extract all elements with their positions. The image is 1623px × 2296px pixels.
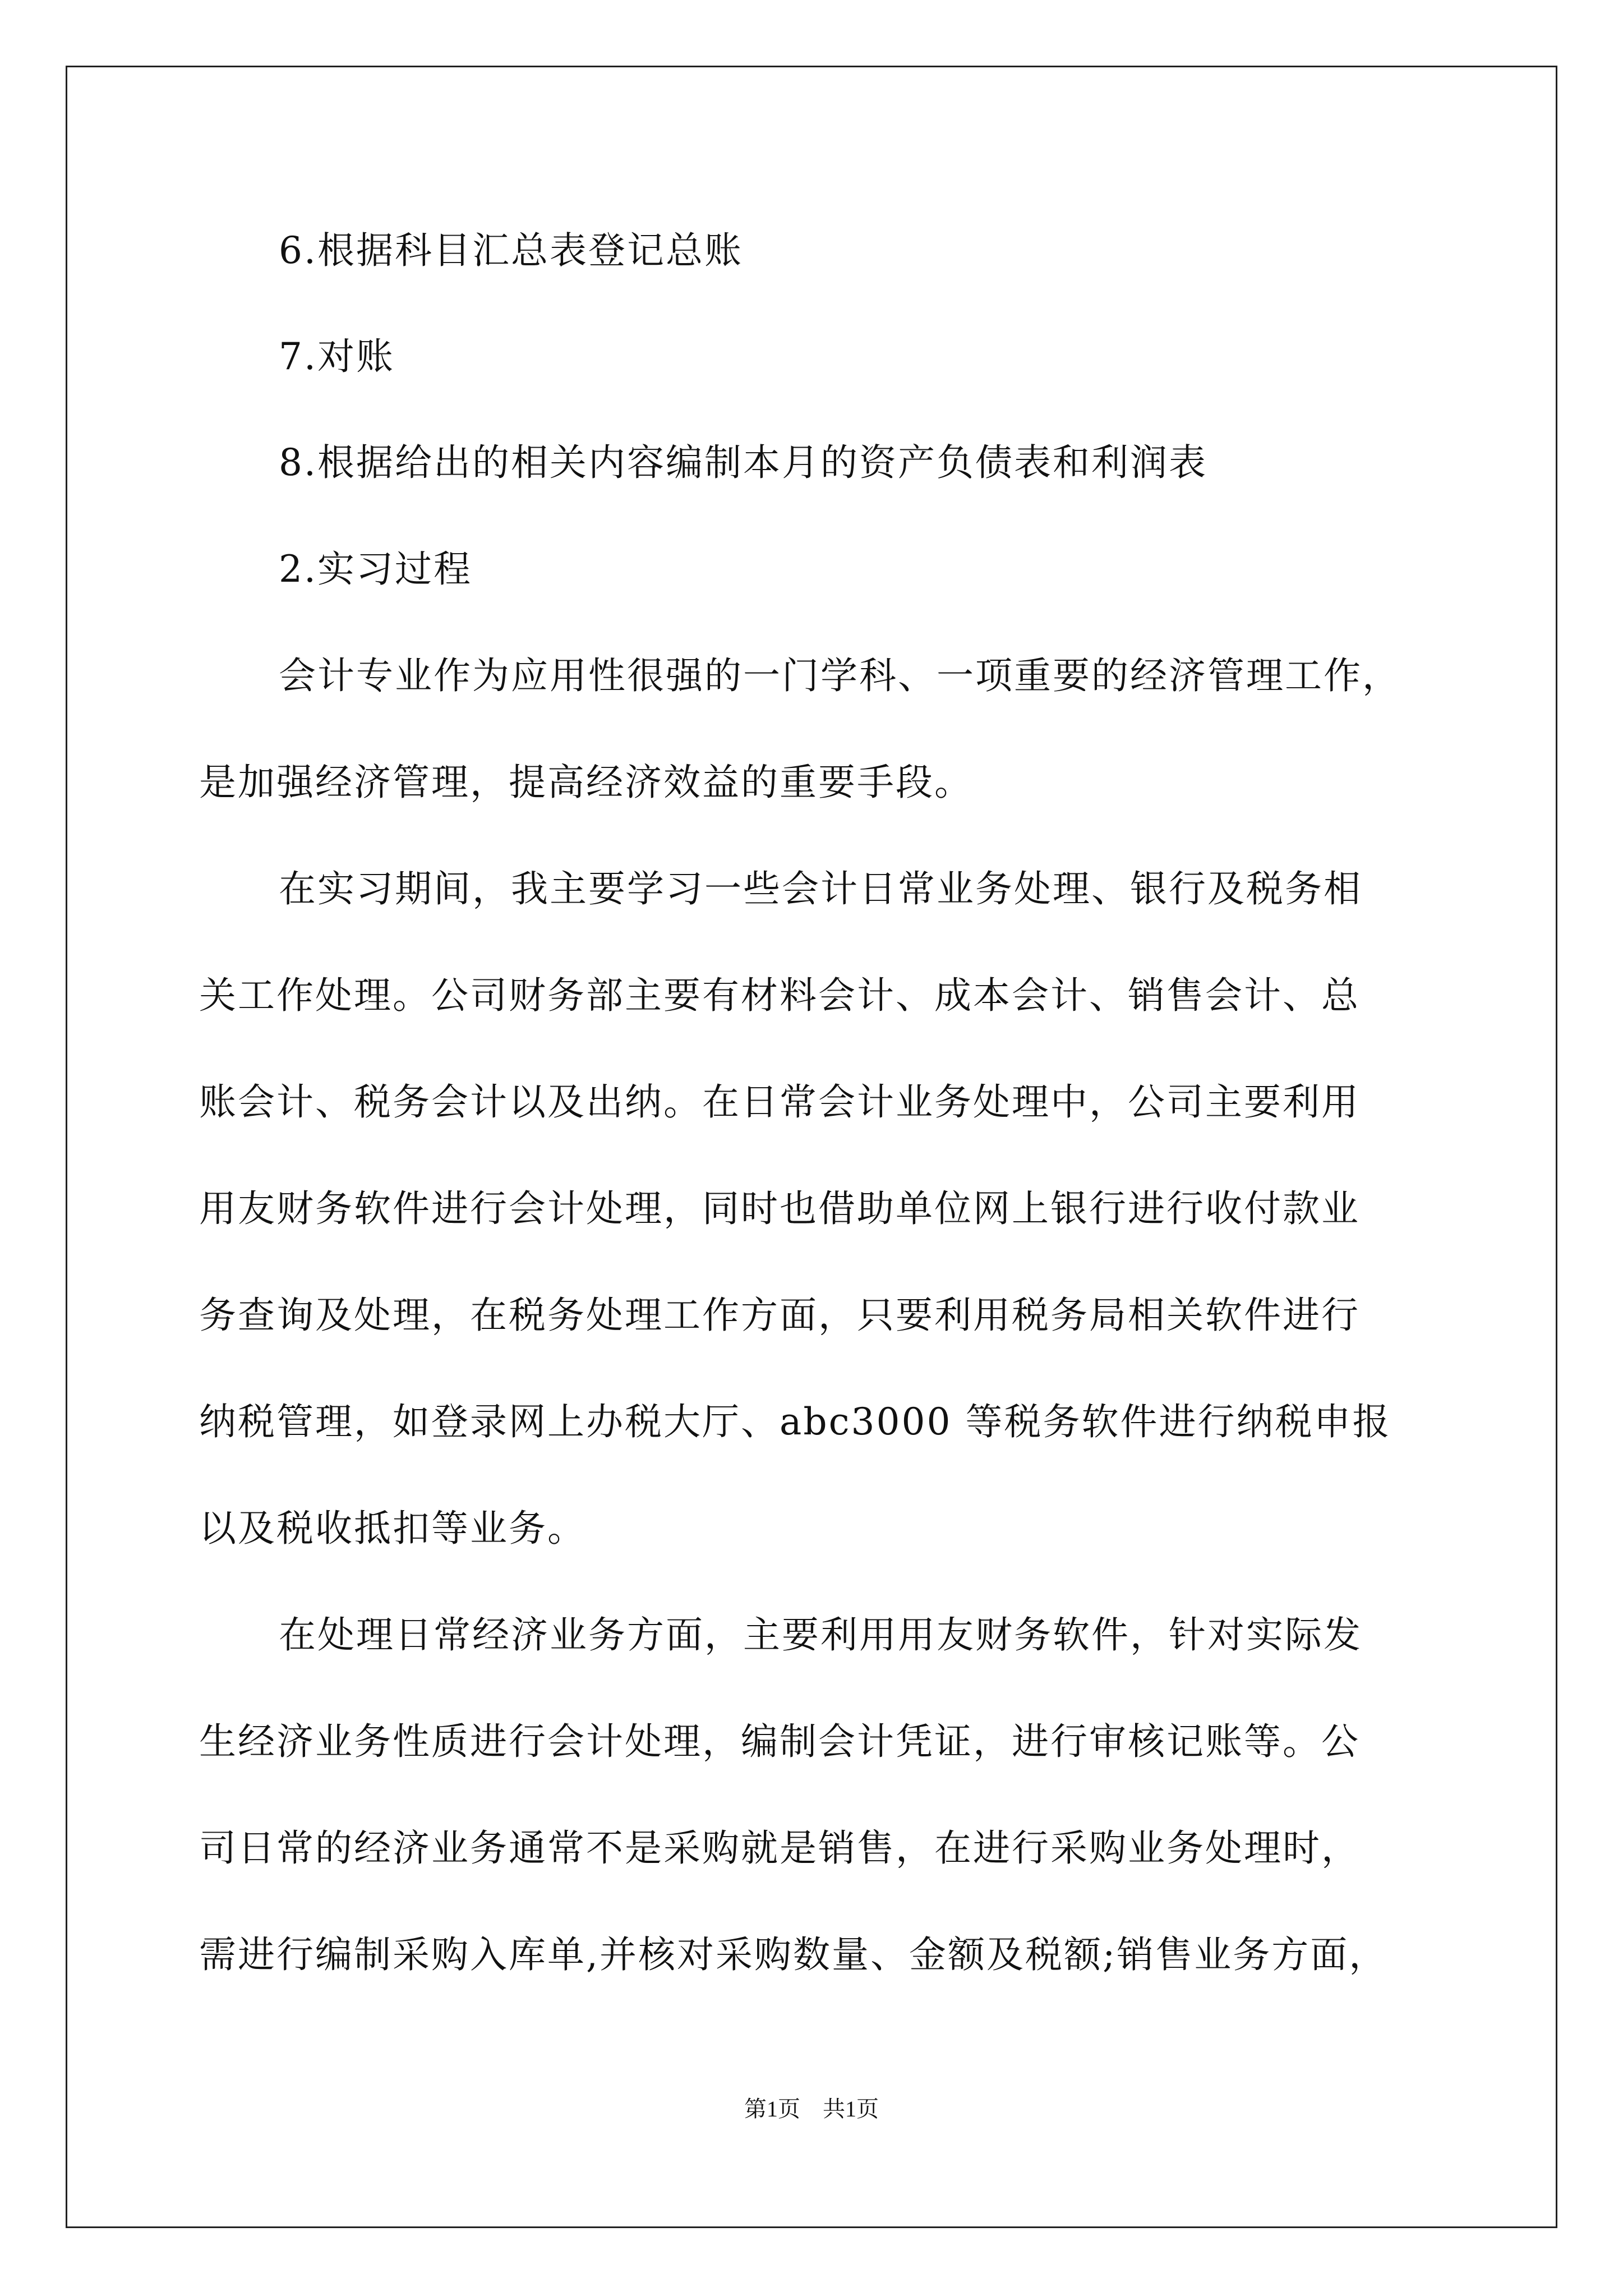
text-line: 是加强经济管理，提高经济效益的重要手段。: [199, 761, 973, 804]
text-line: 关工作处理。公司财务部主要有材料会计、成本会计、销售会计、总: [199, 974, 1360, 1017]
text-line: 司日常的经济业务通常不是采购就是销售，在进行采购业务处理时，: [199, 1826, 1360, 1870]
text-line: 用友财务软件进行会计处理，同时也借助单位网上银行进行收付款业: [199, 1187, 1360, 1230]
text-line: 务查询及处理，在税务处理工作方面，只要利用税务局相关软件进行: [199, 1294, 1360, 1337]
text-line: 在实习期间，我主要学习一些会计日常业务处理、银行及税务相: [279, 867, 1362, 910]
text-line: 账会计、税务会计以及出纳。在日常会计业务处理中，公司主要利用: [199, 1080, 1360, 1124]
page-number: 第1页 共1页: [744, 2096, 879, 2122]
text-line: 6.根据科目汇总表登记总账: [279, 229, 743, 272]
text-line: 在处理日常经济业务方面，主要利用用友财务软件，针对实际发: [279, 1613, 1362, 1657]
section-heading: 2.实习过程: [279, 547, 472, 591]
text-line: 会计专业作为应用性很强的一门学科、一项重要的经济管理工作，: [279, 654, 1401, 697]
text-line: 以及税收抵扣等业务。: [199, 1507, 586, 1550]
text-line: 8.根据给出的相关内容编制本月的资产负债表和利润表: [279, 441, 1207, 484]
text-line: 需进行编制采购入库单,并核对采购数量、金额及税额;销售业务方面，: [199, 1933, 1388, 1976]
text-line: 生经济业务性质进行会计处理，编制会计凭证，进行审核记账等。公: [199, 1720, 1360, 1763]
text-line: 7.对账: [279, 335, 395, 378]
page-border: [66, 66, 1557, 2228]
text-line: 纳税管理，如登录网上办税大厅、abc3000 等税务软件进行纳税申报: [199, 1400, 1391, 1443]
